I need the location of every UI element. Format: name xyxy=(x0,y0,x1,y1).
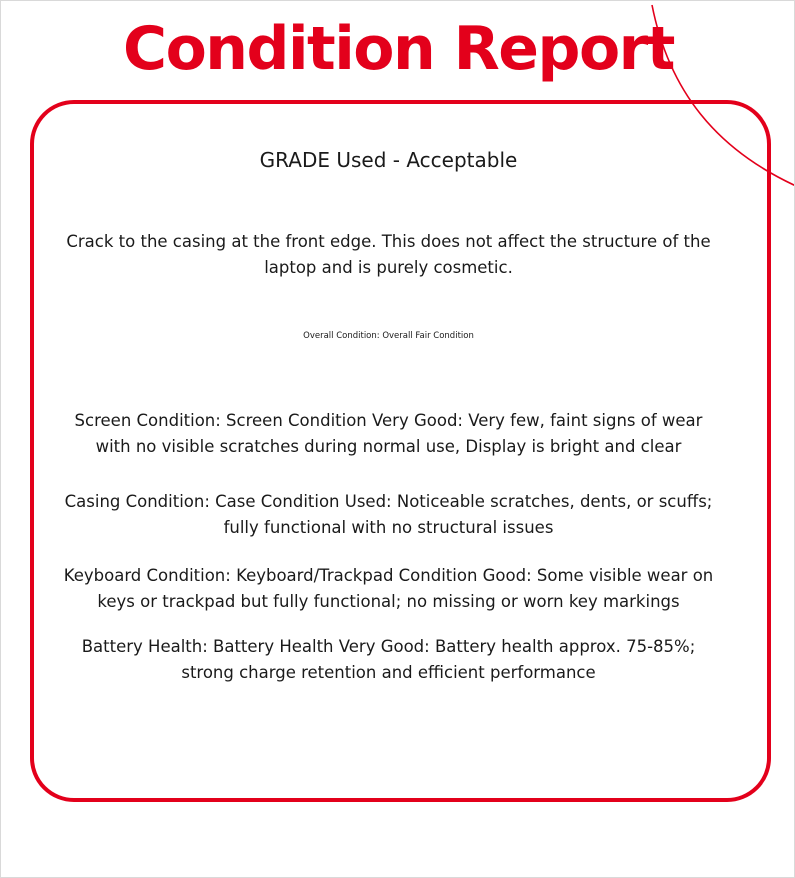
grade-heading: GRADE Used - Acceptable xyxy=(259,148,518,172)
page-title: Condition Report xyxy=(123,14,674,84)
overall-condition: Overall Condition: Overall Fair Condition xyxy=(303,331,474,341)
screen-condition: Screen Condition: Screen Condition Very Good: Very few, faint signs of wear with no visible scratches during normal use, Display is bright and clear xyxy=(74,411,703,456)
keyboard-condition: Keyboard Condition: Keyboard/Trackpad Condition Good: Some visible wear on keys or trackpad but fully functional; no missing or worn key markings xyxy=(63,566,714,611)
casing-condition: Casing Condition: Case Condition Used: Noticeable scratches, dents, or scuffs; fully functional with no structural issues xyxy=(64,492,713,537)
condition-description: Crack to the casing at the front edge. This does not affect the structure of the laptop and is purely cosmetic. xyxy=(66,232,711,277)
battery-health: Battery Health: Battery Health Very Good: Battery health approx. 75-85%; strong charge retention and efficient performance xyxy=(81,637,696,682)
